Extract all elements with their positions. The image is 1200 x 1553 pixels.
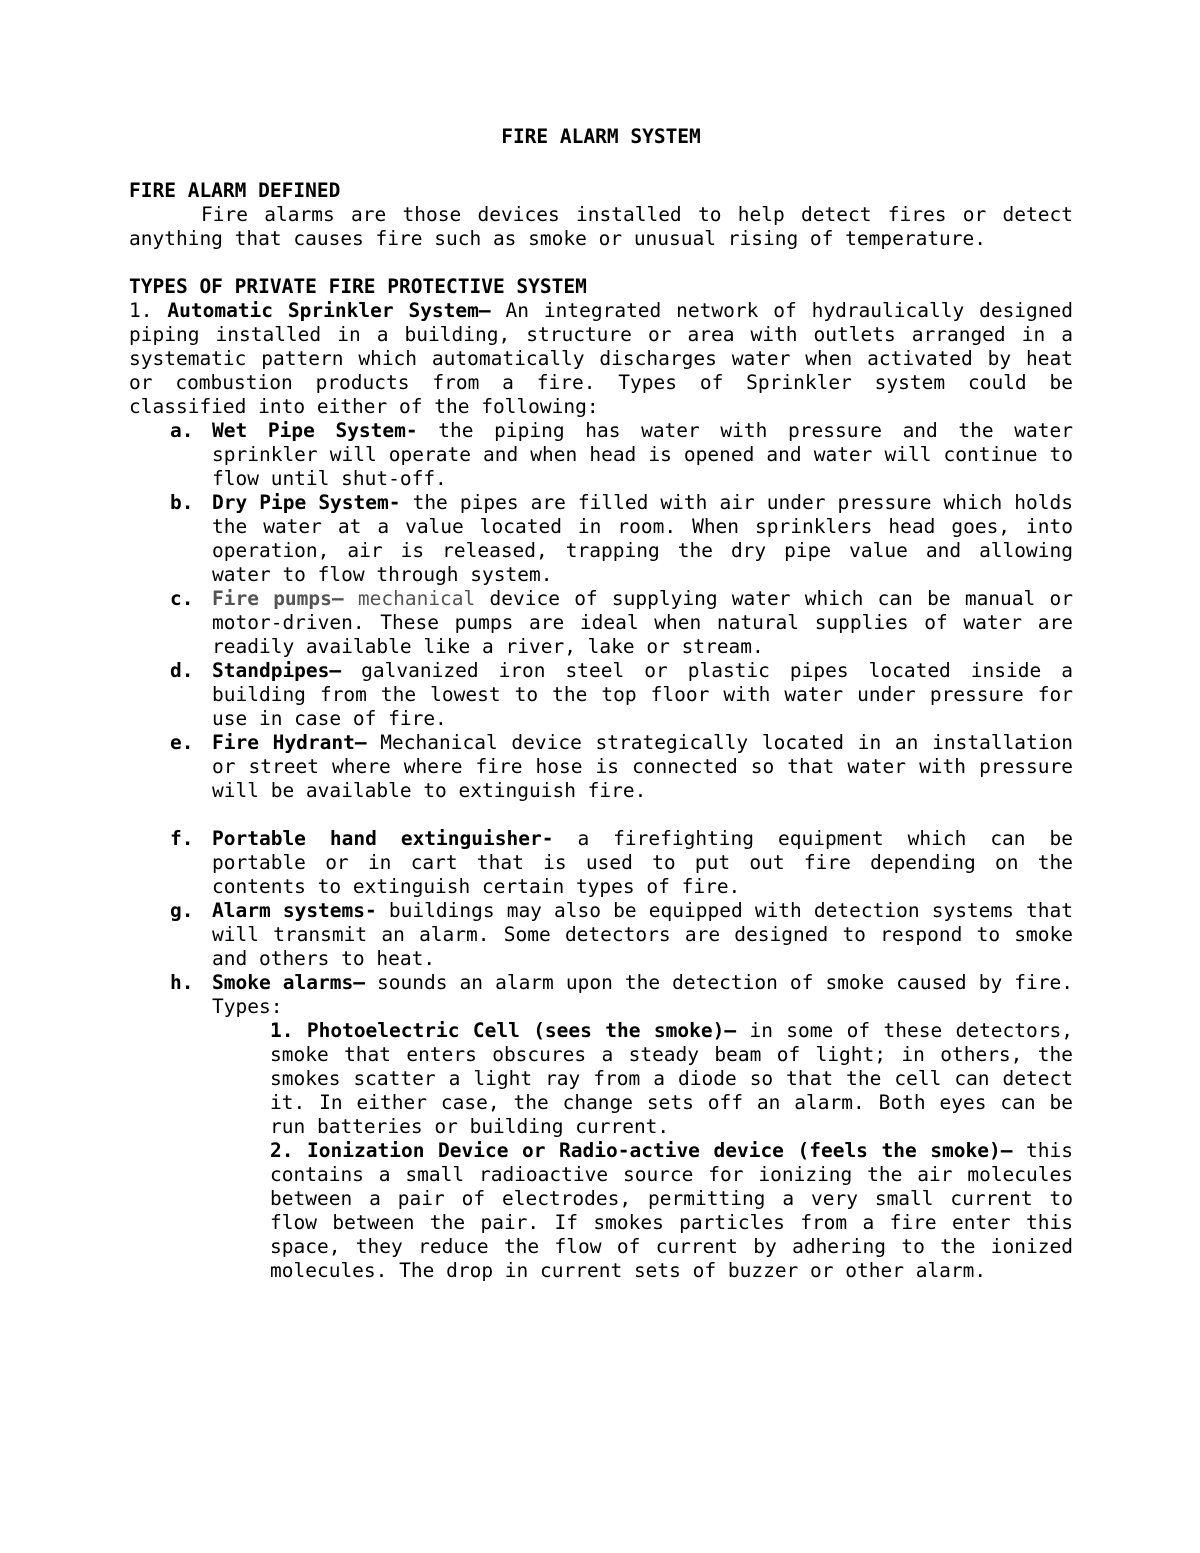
smoke-type-term: 1. Photoelectric Cell (sees the smoke)– [270, 1019, 737, 1042]
list-letter: a. [170, 419, 194, 442]
list-item-portable-extinguisher [129, 827, 1073, 899]
list-term: Fire pumps– [212, 587, 344, 610]
list-body: sounds an alarm upon the detection of smoke caused by fire. Types: [212, 971, 1073, 1018]
list-letter: g. [170, 899, 194, 922]
document-page [129, 125, 1073, 1283]
sprinkler-types-list [129, 419, 1073, 1019]
list-term: Smoke alarms– [212, 971, 365, 994]
list-body: the piping has water with pressure and the water sprinkler will operate and when head is opened and water will continue to flow until shut-off. [212, 419, 1073, 490]
item-term: Automatic Sprinkler System– [167, 299, 491, 322]
list-term: Wet Pipe System- [212, 419, 418, 442]
list-letter: f. [170, 827, 194, 850]
list-item-standpipes [129, 659, 1073, 731]
list-item-fire-pumps [129, 587, 1073, 659]
list-item-dry-pipe [129, 491, 1073, 587]
smoke-type-photoelectric [129, 1019, 1073, 1139]
smoke-type-body: this contains a small radioactive source for ionizing the air molecules between a pair of electrodes, permitting a very small current to flow between the pair. If smokes particles from a fire enter this space, they reduce the flow of current by adhering to the ionized molecules. The drop in current sets of buzzer or other alarm. [270, 1139, 1073, 1282]
list-term: Fire Hydrant– [212, 731, 367, 754]
smoke-type-term: 2. Ionization Device or Radio-active device (feels the smoke)– [270, 1139, 1013, 1162]
list-letter: b. [170, 491, 194, 514]
list-body: Mechanical device strategically located in an installation or street where where fire hose is connected so that water with pressure will be available to extinguish fire. [212, 731, 1073, 802]
section-heading-fire-alarm-defined: FIRE ALARM DEFINED [129, 179, 341, 202]
list-term: Standpipes– [212, 659, 342, 682]
list-term: Alarm systems- [212, 899, 377, 922]
smoke-type-body: in some of these detectors, smoke that enters obscures a steady beam of light; in others, the smokes scatter a light ray from a diode so that the cell can detect it. In either case, the change sets off an alarm. Both eyes can be run batteries or building current. [270, 1019, 1073, 1138]
list-body-gray: mechanical [357, 587, 476, 610]
list-letter: c. [170, 587, 194, 610]
fire-alarm-definition: Fire alarms are those devices installed to help detect fires or detect anything that causes fire such as smoke or unusual rising of temperature. [129, 203, 1073, 250]
list-letter: e. [170, 731, 194, 754]
item-body: An integrated network of hydraulically designed piping installed in a building, structure or area with outlets arranged in a systematic pattern which automatically discharges water when activated by heat or combustion products from a fire. Types of Sprinkler system could be classified into either of the following: [129, 299, 1074, 418]
list-body: the pipes are filled with air under pressure which holds the water at a value located in room. When sprinklers head goes, into operation, air is released, trapping the dry pipe value and allowing water to flow through system. [212, 491, 1073, 586]
section-spacer [129, 251, 1073, 275]
list-item-alarm-systems [129, 899, 1073, 971]
list-body: device of supplying water which can be manual or motor-driven. These pumps are ideal when natural supplies of water are readily available like a river, lake or stream. [212, 587, 1073, 658]
list-item-fire-hydrant [129, 731, 1073, 803]
item-number: 1. [129, 299, 153, 322]
list-body: buildings may also be equipped with detection systems that will transmit an alarm. Some detectors are designed to respond to smoke and others to heat. [212, 899, 1073, 970]
list-letter: d. [170, 659, 194, 682]
list-term: Dry Pipe System- [212, 491, 401, 514]
list-body: a firefighting equipment which can be portable or in cart that is used to put out fire depending on the contents to extinguish certain types of fire. [212, 827, 1073, 898]
list-item-wet-pipe [129, 419, 1073, 491]
document-title: FIRE ALARM SYSTEM [501, 125, 701, 148]
list-term: Portable hand extinguisher- [212, 827, 554, 850]
section-heading-types: TYPES OF PRIVATE FIRE PROTECTIVE SYSTEM [129, 275, 587, 298]
list-item-smoke-alarms [129, 971, 1073, 1019]
item-automatic-sprinkler [129, 299, 1073, 419]
smoke-type-ionization [129, 1139, 1073, 1283]
list-letter: h. [170, 971, 194, 994]
list-body: galvanized iron steel or plastic pipes located inside a building from the lowest to the top floor with water under pressure for use in case of fire. [212, 659, 1073, 730]
